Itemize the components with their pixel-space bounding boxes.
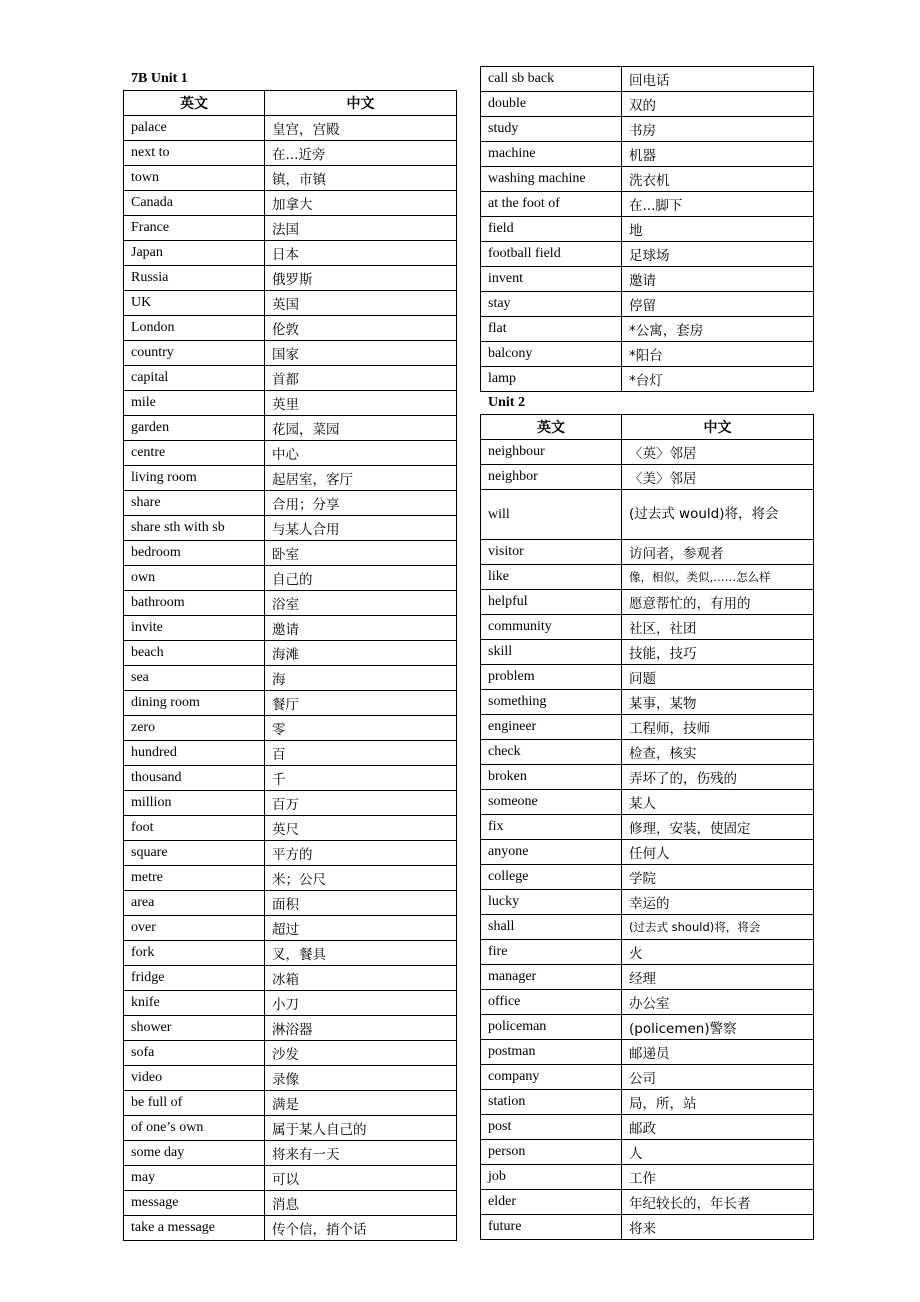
english-word: future bbox=[481, 1215, 622, 1240]
english-word: skill bbox=[481, 640, 622, 665]
english-word: million bbox=[124, 791, 265, 816]
english-word: France bbox=[124, 216, 265, 241]
chinese-meaning: 镇，市镇 bbox=[265, 166, 457, 191]
table-row bbox=[481, 117, 814, 142]
english-word: station bbox=[481, 1090, 622, 1115]
english-word: knife bbox=[124, 991, 265, 1016]
chinese-meaning: 米；公尺 bbox=[265, 866, 457, 891]
english-word: football field bbox=[481, 242, 622, 267]
chinese-meaning: 足球场 bbox=[622, 242, 814, 267]
table-header-row bbox=[481, 415, 814, 440]
chinese-meaning: 将来 bbox=[622, 1215, 814, 1240]
table-row bbox=[124, 191, 457, 216]
table-row bbox=[481, 367, 814, 392]
table-row bbox=[481, 1190, 814, 1215]
chinese-meaning: 办公室 bbox=[622, 990, 814, 1015]
table-row bbox=[481, 342, 814, 367]
table-row bbox=[481, 217, 814, 242]
english-word: shower bbox=[124, 1016, 265, 1041]
chinese-meaning: 局，所，站 bbox=[622, 1090, 814, 1115]
table-row bbox=[124, 916, 457, 941]
english-word: mile bbox=[124, 391, 265, 416]
english-word: neighbour bbox=[481, 440, 622, 465]
chinese-meaning: 弄坏了的，伤残的 bbox=[622, 765, 814, 790]
table-row bbox=[481, 440, 814, 465]
table-row bbox=[481, 242, 814, 267]
chinese-meaning: 中心 bbox=[265, 441, 457, 466]
chinese-meaning: 社区，社团 bbox=[622, 615, 814, 640]
chinese-meaning: 百 bbox=[265, 741, 457, 766]
chinese-meaning: 任何人 bbox=[622, 840, 814, 865]
english-word: call sb back bbox=[481, 67, 622, 92]
chinese-meaning: 检查，核实 bbox=[622, 740, 814, 765]
table-row bbox=[124, 491, 457, 516]
table-row bbox=[124, 816, 457, 841]
table-row bbox=[124, 941, 457, 966]
chinese-meaning: 〈英〉邻居 bbox=[622, 440, 814, 465]
table-row bbox=[124, 291, 457, 316]
table-row bbox=[481, 1115, 814, 1140]
table-row bbox=[124, 341, 457, 366]
english-word: broken bbox=[481, 765, 622, 790]
chinese-meaning: 传个信，捎个话 bbox=[265, 1216, 457, 1241]
english-word: visitor bbox=[481, 540, 622, 565]
english-word: elder bbox=[481, 1190, 622, 1215]
english-word: shall bbox=[481, 915, 622, 940]
table-row bbox=[481, 292, 814, 317]
chinese-meaning: (过去式 would)将，将会 bbox=[622, 490, 814, 540]
table-row bbox=[124, 466, 457, 491]
chinese-meaning: 冰箱 bbox=[265, 966, 457, 991]
table-row bbox=[124, 841, 457, 866]
english-word: washing machine bbox=[481, 167, 622, 192]
chinese-meaning: 英国 bbox=[265, 291, 457, 316]
column-header-english: 英文 bbox=[481, 415, 622, 440]
chinese-meaning: 海滩 bbox=[265, 641, 457, 666]
chinese-meaning: 像，相似，类似,……怎么样 bbox=[622, 565, 814, 590]
chinese-meaning: 自己的 bbox=[265, 566, 457, 591]
chinese-meaning: 合用；分享 bbox=[265, 491, 457, 516]
chinese-meaning: 可以 bbox=[265, 1166, 457, 1191]
english-word: double bbox=[481, 92, 622, 117]
english-word: metre bbox=[124, 866, 265, 891]
chinese-meaning: 录像 bbox=[265, 1066, 457, 1091]
english-word: neighbor bbox=[481, 465, 622, 490]
english-word: helpful bbox=[481, 590, 622, 615]
english-word: post bbox=[481, 1115, 622, 1140]
english-word: beach bbox=[124, 641, 265, 666]
chinese-meaning: 修理，安装，使固定 bbox=[622, 815, 814, 840]
table-row bbox=[124, 166, 457, 191]
table-row bbox=[124, 516, 457, 541]
table-row bbox=[481, 865, 814, 890]
chinese-meaning: 与某人合用 bbox=[265, 516, 457, 541]
unit1-vocab-table bbox=[123, 90, 457, 1241]
english-word: take a message bbox=[124, 1216, 265, 1241]
english-word: sea bbox=[124, 666, 265, 691]
chinese-meaning: 邀请 bbox=[622, 267, 814, 292]
table-row bbox=[124, 1016, 457, 1041]
table-row bbox=[481, 1065, 814, 1090]
chinese-meaning: 属于某人自己的 bbox=[265, 1116, 457, 1141]
english-word: like bbox=[481, 565, 622, 590]
english-word: bedroom bbox=[124, 541, 265, 566]
table-row bbox=[124, 1166, 457, 1191]
chinese-meaning: 邀请 bbox=[265, 616, 457, 641]
chinese-meaning: 某事，某物 bbox=[622, 690, 814, 715]
table-row bbox=[481, 317, 814, 342]
english-word: own bbox=[124, 566, 265, 591]
chinese-meaning: 超过 bbox=[265, 916, 457, 941]
english-word: person bbox=[481, 1140, 622, 1165]
chinese-meaning: 小刀 bbox=[265, 991, 457, 1016]
table-row bbox=[124, 1141, 457, 1166]
english-word: field bbox=[481, 217, 622, 242]
table-row bbox=[481, 1015, 814, 1040]
chinese-meaning: 浴室 bbox=[265, 591, 457, 616]
english-word: foot bbox=[124, 816, 265, 841]
english-word: machine bbox=[481, 142, 622, 167]
table-row bbox=[481, 690, 814, 715]
english-word: lamp bbox=[481, 367, 622, 392]
chinese-meaning: 工程师，技师 bbox=[622, 715, 814, 740]
unit1-continued-vocab-table bbox=[480, 66, 814, 392]
table-row bbox=[481, 915, 814, 940]
column-header-chinese: 中文 bbox=[622, 415, 814, 440]
table-row bbox=[481, 590, 814, 615]
english-word: community bbox=[481, 615, 622, 640]
english-word: share bbox=[124, 491, 265, 516]
english-word: problem bbox=[481, 665, 622, 690]
english-word: over bbox=[124, 916, 265, 941]
table-row bbox=[481, 840, 814, 865]
table-row bbox=[124, 966, 457, 991]
chinese-meaning: 邮递员 bbox=[622, 1040, 814, 1065]
table-row bbox=[124, 1191, 457, 1216]
table-row bbox=[481, 92, 814, 117]
english-word: Russia bbox=[124, 266, 265, 291]
table-row bbox=[124, 391, 457, 416]
chinese-meaning: 消息 bbox=[265, 1191, 457, 1216]
english-word: may bbox=[124, 1166, 265, 1191]
chinese-meaning: *公寓，套房 bbox=[622, 317, 814, 342]
english-word: something bbox=[481, 690, 622, 715]
table-row bbox=[481, 940, 814, 965]
english-word: invite bbox=[124, 616, 265, 641]
english-word: capital bbox=[124, 366, 265, 391]
chinese-meaning: 火 bbox=[622, 940, 814, 965]
chinese-meaning: 访问者，参观者 bbox=[622, 540, 814, 565]
english-word: palace bbox=[124, 116, 265, 141]
english-word: zero bbox=[124, 716, 265, 741]
english-word: sofa bbox=[124, 1041, 265, 1066]
english-word: hundred bbox=[124, 741, 265, 766]
table-row bbox=[481, 715, 814, 740]
table-row bbox=[481, 1215, 814, 1240]
chinese-meaning: 千 bbox=[265, 766, 457, 791]
english-word: invent bbox=[481, 267, 622, 292]
table-row bbox=[481, 565, 814, 590]
english-word: video bbox=[124, 1066, 265, 1091]
chinese-meaning: 在...近旁 bbox=[265, 141, 457, 166]
chinese-meaning: 地 bbox=[622, 217, 814, 242]
table-row bbox=[124, 541, 457, 566]
chinese-meaning: 幸运的 bbox=[622, 890, 814, 915]
english-word: at the foot of bbox=[481, 192, 622, 217]
english-word: check bbox=[481, 740, 622, 765]
chinese-meaning: 平方的 bbox=[265, 841, 457, 866]
chinese-meaning: 回电话 bbox=[622, 67, 814, 92]
english-word: of one’s own bbox=[124, 1116, 265, 1141]
table-row bbox=[481, 167, 814, 192]
table-row bbox=[124, 1041, 457, 1066]
english-word: engineer bbox=[481, 715, 622, 740]
table-row bbox=[481, 490, 814, 540]
chinese-meaning: 某人 bbox=[622, 790, 814, 815]
english-word: balcony bbox=[481, 342, 622, 367]
chinese-meaning: 淋浴器 bbox=[265, 1016, 457, 1041]
table-row bbox=[124, 891, 457, 916]
table-row bbox=[124, 716, 457, 741]
chinese-meaning: 人 bbox=[622, 1140, 814, 1165]
chinese-meaning: 伦敦 bbox=[265, 316, 457, 341]
table-row bbox=[124, 691, 457, 716]
chinese-meaning: 加拿大 bbox=[265, 191, 457, 216]
unit1-title: 7B Unit 1 bbox=[131, 71, 188, 86]
chinese-meaning: 零 bbox=[265, 716, 457, 741]
table-row bbox=[481, 192, 814, 217]
english-word: manager bbox=[481, 965, 622, 990]
chinese-meaning: 洗衣机 bbox=[622, 167, 814, 192]
table-row bbox=[481, 665, 814, 690]
english-word: some day bbox=[124, 1141, 265, 1166]
english-word: country bbox=[124, 341, 265, 366]
english-word: area bbox=[124, 891, 265, 916]
table-row bbox=[124, 241, 457, 266]
table-row bbox=[124, 641, 457, 666]
chinese-meaning: 问题 bbox=[622, 665, 814, 690]
english-word: someone bbox=[481, 790, 622, 815]
chinese-meaning: 面积 bbox=[265, 891, 457, 916]
table-row bbox=[481, 640, 814, 665]
chinese-meaning: 皇宫，宫殿 bbox=[265, 116, 457, 141]
chinese-meaning: 百万 bbox=[265, 791, 457, 816]
english-word: stay bbox=[481, 292, 622, 317]
chinese-meaning: 学院 bbox=[622, 865, 814, 890]
english-word: job bbox=[481, 1165, 622, 1190]
chinese-meaning: *台灯 bbox=[622, 367, 814, 392]
table-row bbox=[124, 366, 457, 391]
table-row bbox=[124, 991, 457, 1016]
chinese-meaning: 经理 bbox=[622, 965, 814, 990]
table-row bbox=[481, 1040, 814, 1065]
english-word: flat bbox=[481, 317, 622, 342]
chinese-meaning: 愿意帮忙的，有用的 bbox=[622, 590, 814, 615]
chinese-meaning: *阳台 bbox=[622, 342, 814, 367]
english-word: centre bbox=[124, 441, 265, 466]
chinese-meaning: 在...脚下 bbox=[622, 192, 814, 217]
chinese-meaning: 公司 bbox=[622, 1065, 814, 1090]
table-row bbox=[481, 740, 814, 765]
english-word: anyone bbox=[481, 840, 622, 865]
chinese-meaning: 技能，技巧 bbox=[622, 640, 814, 665]
table-row bbox=[481, 765, 814, 790]
table-row bbox=[124, 1216, 457, 1241]
english-word: fork bbox=[124, 941, 265, 966]
table-row bbox=[481, 267, 814, 292]
chinese-meaning: 法国 bbox=[265, 216, 457, 241]
english-word: square bbox=[124, 841, 265, 866]
chinese-meaning: 英里 bbox=[265, 391, 457, 416]
english-word: lucky bbox=[481, 890, 622, 915]
chinese-meaning: (过去式 should)将，将会 bbox=[622, 915, 814, 940]
table-row bbox=[481, 815, 814, 840]
table-row bbox=[481, 540, 814, 565]
table-row bbox=[124, 666, 457, 691]
english-word: next to bbox=[124, 141, 265, 166]
english-word: town bbox=[124, 166, 265, 191]
table-row bbox=[124, 141, 457, 166]
table-row bbox=[124, 1091, 457, 1116]
english-word: be full of bbox=[124, 1091, 265, 1116]
table-row bbox=[124, 741, 457, 766]
english-word: fix bbox=[481, 815, 622, 840]
table-row bbox=[481, 890, 814, 915]
english-word: bathroom bbox=[124, 591, 265, 616]
chinese-meaning: 起居室，客厅 bbox=[265, 466, 457, 491]
unit2-title: Unit 2 bbox=[488, 395, 525, 410]
table-row bbox=[124, 791, 457, 816]
table-row bbox=[124, 866, 457, 891]
table-row bbox=[481, 465, 814, 490]
chinese-meaning: 邮政 bbox=[622, 1115, 814, 1140]
chinese-meaning: 年纪较长的，年长者 bbox=[622, 1190, 814, 1215]
chinese-meaning: 沙发 bbox=[265, 1041, 457, 1066]
table-row bbox=[124, 1116, 457, 1141]
english-word: policeman bbox=[481, 1015, 622, 1040]
table-row bbox=[124, 591, 457, 616]
english-word: company bbox=[481, 1065, 622, 1090]
english-word: message bbox=[124, 1191, 265, 1216]
table-row bbox=[481, 990, 814, 1015]
english-word: study bbox=[481, 117, 622, 142]
english-word: UK bbox=[124, 291, 265, 316]
table-row bbox=[481, 615, 814, 640]
english-word: fire bbox=[481, 940, 622, 965]
chinese-meaning: 俄罗斯 bbox=[265, 266, 457, 291]
table-row bbox=[481, 1140, 814, 1165]
english-word: will bbox=[481, 490, 622, 540]
table-row bbox=[124, 116, 457, 141]
table-row bbox=[124, 1066, 457, 1091]
chinese-meaning: 满是 bbox=[265, 1091, 457, 1116]
table-row bbox=[481, 790, 814, 815]
chinese-meaning: 停留 bbox=[622, 292, 814, 317]
chinese-meaning: 海 bbox=[265, 666, 457, 691]
chinese-meaning: 花园，菜园 bbox=[265, 416, 457, 441]
english-word: Canada bbox=[124, 191, 265, 216]
chinese-meaning: 双的 bbox=[622, 92, 814, 117]
english-word: fridge bbox=[124, 966, 265, 991]
table-row bbox=[124, 416, 457, 441]
column-header-english: 英文 bbox=[124, 91, 265, 116]
chinese-meaning: 卧室 bbox=[265, 541, 457, 566]
chinese-meaning: 英尺 bbox=[265, 816, 457, 841]
english-word: living room bbox=[124, 466, 265, 491]
table-row bbox=[124, 266, 457, 291]
chinese-meaning: 〈美〉邻居 bbox=[622, 465, 814, 490]
table-row bbox=[481, 142, 814, 167]
table-row bbox=[124, 566, 457, 591]
english-word: office bbox=[481, 990, 622, 1015]
chinese-meaning: 餐厅 bbox=[265, 691, 457, 716]
chinese-meaning: 首都 bbox=[265, 366, 457, 391]
table-row bbox=[481, 1090, 814, 1115]
english-word: share sth with sb bbox=[124, 516, 265, 541]
chinese-meaning: 将来有一天 bbox=[265, 1141, 457, 1166]
english-word: London bbox=[124, 316, 265, 341]
table-row bbox=[481, 1165, 814, 1190]
column-header-chinese: 中文 bbox=[265, 91, 457, 116]
table-row bbox=[124, 216, 457, 241]
table-row bbox=[124, 766, 457, 791]
chinese-meaning: (policemen)警察 bbox=[622, 1015, 814, 1040]
unit2-vocab-table bbox=[480, 414, 814, 1240]
table-header-row bbox=[124, 91, 457, 116]
english-word: Japan bbox=[124, 241, 265, 266]
english-word: college bbox=[481, 865, 622, 890]
chinese-meaning: 叉，餐具 bbox=[265, 941, 457, 966]
table-row bbox=[124, 616, 457, 641]
chinese-meaning: 机器 bbox=[622, 142, 814, 167]
table-row bbox=[124, 316, 457, 341]
chinese-meaning: 国家 bbox=[265, 341, 457, 366]
chinese-meaning: 日本 bbox=[265, 241, 457, 266]
chinese-meaning: 工作 bbox=[622, 1165, 814, 1190]
table-row bbox=[481, 67, 814, 92]
chinese-meaning: 书房 bbox=[622, 117, 814, 142]
table-row bbox=[481, 965, 814, 990]
english-word: thousand bbox=[124, 766, 265, 791]
english-word: garden bbox=[124, 416, 265, 441]
table-row bbox=[124, 441, 457, 466]
english-word: postman bbox=[481, 1040, 622, 1065]
english-word: dining room bbox=[124, 691, 265, 716]
